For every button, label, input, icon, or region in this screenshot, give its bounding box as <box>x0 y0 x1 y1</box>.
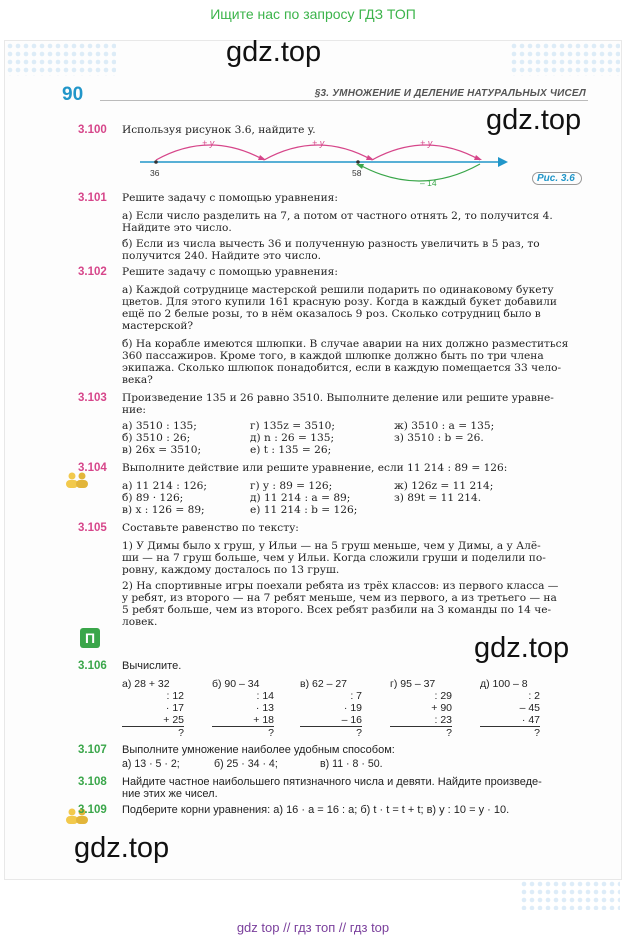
grid-item: г) 135z = 3510; <box>250 420 335 432</box>
problem-line: ние этих же чисел. <box>122 788 218 800</box>
grid-item: б) 25 · 34 · 4; <box>214 758 278 770</box>
decor-dots-top-right <box>510 42 620 76</box>
calc-chain <box>212 678 274 739</box>
grid-item: ж) 126z = 11 214; <box>394 480 494 492</box>
calc-chain <box>480 678 540 739</box>
calc-chain <box>300 678 362 739</box>
calc-step: – 45 <box>519 702 540 714</box>
problem-lead: Составьте равенство по тексту: <box>122 522 299 534</box>
problem-text: Используя рисунок 3.6, найдите y. <box>122 124 316 136</box>
calc-start: в) 62 – 27 <box>300 678 348 690</box>
grid-item: в) 26x = 3510; <box>122 444 202 456</box>
problem-line: б) Если из числа вычесть 36 и полученную разность увеличить в 5 раз, то <box>122 238 540 250</box>
arc-arrowhead <box>366 155 374 160</box>
problem-line: б) На корабле имеются шлюпки. В случае аварии на них должно разместиться <box>122 338 569 350</box>
calc-step: : 23 <box>390 714 452 727</box>
calc-step: · 19 <box>343 702 362 714</box>
calc-step: : 29 <box>434 690 452 702</box>
problem-line: 1) У Димы было x груш, у Ильи — на 5 груш меньше, чем у Димы, а у Алё- <box>122 540 541 552</box>
grid-item: б) 3510 : 26; <box>122 432 191 444</box>
calc-step: : 14 <box>256 690 274 702</box>
grid-item: з) 89t = 11 214. <box>394 492 482 504</box>
problem-line: века? <box>122 374 153 386</box>
label-58: 58 <box>352 168 362 178</box>
problem-lead: Решите задачу с помощью уравнения: <box>122 192 338 204</box>
label-plus-y: + y <box>202 138 215 148</box>
point-58 <box>356 160 360 164</box>
header-rule <box>100 100 588 101</box>
problem-line: ловек. <box>122 616 158 628</box>
grid-item: г) y : 89 = 126; <box>250 480 333 492</box>
problem-line: мастерской? <box>122 320 194 332</box>
grid-item: з) 3510 : b = 26. <box>394 432 484 444</box>
grid-item: а) 3510 : 135; <box>122 420 197 432</box>
grid-item: д) n : 26 = 135; <box>250 432 335 444</box>
problem-number: 3.106 <box>78 660 107 672</box>
top-banner: Ищите нас по запросу ГДЗ ТОП <box>210 6 416 22</box>
problem-lead: Произведение 135 и 26 равно 3510. Выполните деление или решите уравне- <box>122 392 554 404</box>
problem-lead: Выполните умножение наиболее удобным способом: <box>122 744 395 756</box>
grid-item: а) 11 214 : 126; <box>122 480 207 492</box>
calc-result: ? <box>268 727 274 739</box>
pair-work-icon <box>64 472 90 488</box>
problem-line: а) Каждой сотруднице мастерской решили подарить по одинаковому букету <box>122 284 554 296</box>
calc-step: : 7 <box>350 690 362 702</box>
footer-links[interactable]: gdz top // гдз топ // гдз top <box>236 920 390 935</box>
calc-step: + 90 <box>431 702 452 714</box>
calc-step: : 2 <box>528 690 540 702</box>
calc-result: ? <box>446 727 452 739</box>
problem-line: Найдите это число. <box>122 222 232 234</box>
problem-line: ровну, каждому досталось по 13 груш. <box>122 564 340 576</box>
calc-step: + 18 <box>212 714 274 727</box>
problem-line: экипажа. Сколько шлюпок понадобится, если в каждую помещается 33 чело- <box>122 362 562 374</box>
calc-result: ? <box>178 727 184 739</box>
problem-number: 3.102 <box>78 266 107 278</box>
problem-number: 3.108 <box>78 776 107 788</box>
problem-number: 3.100 <box>78 124 107 136</box>
calc-step: – 16 <box>300 714 362 727</box>
calc-chain <box>122 678 184 739</box>
arc-minus-14 <box>358 164 480 181</box>
problem-text: Подберите корни уравнения: а) 16 · a = 16 : a; б) t · t = t + t; в) y : 10 = y · 10. <box>122 804 510 816</box>
decor-dots-top-left <box>6 42 116 76</box>
problem-number: 3.101 <box>78 192 107 204</box>
problem-lead: Вычислите. <box>122 660 182 672</box>
grid-item: д) 11 214 : a = 89; <box>250 492 351 504</box>
calc-start: г) 95 – 37 <box>390 678 436 690</box>
calc-step: · 17 <box>165 702 184 714</box>
decor-dots-bottom-right <box>520 880 620 910</box>
arc-arrowhead <box>474 155 482 160</box>
calc-step: : 12 <box>166 690 184 702</box>
label-plus-y: + y <box>312 138 325 148</box>
number-line-arrowhead <box>498 157 508 167</box>
p-badge-icon: П <box>80 628 100 648</box>
label-plus-y: + y <box>420 138 433 148</box>
problem-number: 3.107 <box>78 744 107 756</box>
grid-item: б) 89 · 126; <box>122 492 184 504</box>
grid-item: в) x : 126 = 89; <box>122 504 205 516</box>
problem-number: 3.104 <box>78 462 107 474</box>
problem-number: 3.109 <box>78 804 107 816</box>
calc-chain <box>390 678 452 739</box>
watermark: gdz.top <box>486 104 582 136</box>
grid-item: а) 13 · 5 · 2; <box>122 758 180 770</box>
problem-number: 3.105 <box>78 522 107 534</box>
calc-step: · 13 <box>255 702 274 714</box>
problem-line: цветов. Для этого купили 161 красную розу. Когда в каждый букет добавили <box>122 296 557 308</box>
arc-arrowhead <box>258 155 266 160</box>
grid-item: е) 11 214 : b = 126; <box>250 504 358 516</box>
problem-lead: Решите задачу с помощью уравнения: <box>122 266 338 278</box>
calc-result: ? <box>534 727 540 739</box>
problem-line: Найдите частное наибольшего пятизначного числа и девяти. Найдите произведе- <box>122 776 542 788</box>
problem-line: 360 пассажиров. Кроме того, в каждой шлюпке должно быть по три члена <box>122 350 544 362</box>
grid-item: е) t : 135 = 26; <box>250 444 332 456</box>
number-line-figure <box>140 136 510 188</box>
label-minus-14: – 14 <box>420 178 437 188</box>
calc-start: а) 28 + 32 <box>122 678 170 690</box>
calc-start: б) 90 – 34 <box>212 678 260 690</box>
page-number: 90 <box>62 84 84 105</box>
section-header: §3. УМНОЖЕНИЕ И ДЕЛЕНИЕ НАТУРАЛЬНЫХ ЧИСЕЛ <box>314 88 586 99</box>
problem-line: 5 ребят больше, чем из второго. Всех ребят разбили на 3 команды по 14 че- <box>122 604 552 616</box>
calc-start: д) 100 – 8 <box>480 678 528 690</box>
point-36 <box>154 160 158 164</box>
problem-lead: Выполните действие или решите уравнение, если 11 214 : 89 = 126: <box>122 462 508 474</box>
grid-item: ж) 3510 : a = 135; <box>394 420 495 432</box>
watermark: gdz.top <box>474 632 570 664</box>
watermark: gdz.top <box>226 36 322 68</box>
label-36: 36 <box>150 168 160 178</box>
problem-line: получится 240. Найдите это число. <box>122 250 321 262</box>
figure-caption: Рис. 3.6 <box>532 172 582 185</box>
watermark: gdz.top <box>74 832 170 864</box>
calc-step: · 47 <box>480 714 540 727</box>
problem-line: ши — на 7 груш больше, чем у Ильи. Когда сложили груши и поделили по- <box>122 552 546 564</box>
calc-result: ? <box>356 727 362 739</box>
problem-line: y ребят, из второго — на 7 ребят меньше, чем из первого, а из третьего — на <box>122 592 557 604</box>
grid-item: в) 11 · 8 · 50. <box>320 758 383 770</box>
calc-step: + 25 <box>122 714 184 727</box>
problem-line: 2) На спортивные игры поехали ребята из трёх классов: из первого класса — <box>122 580 559 592</box>
problem-line: ещё по 2 белые розы, то в нём оказалось 9 роз. Сколько сотрудниц было в <box>122 308 541 320</box>
problem-number: 3.103 <box>78 392 107 404</box>
problem-line: а) Если число разделить на 7, а потом от частного отнять 2, то получится 4. <box>122 210 553 222</box>
problem-lead: ние: <box>122 404 146 416</box>
